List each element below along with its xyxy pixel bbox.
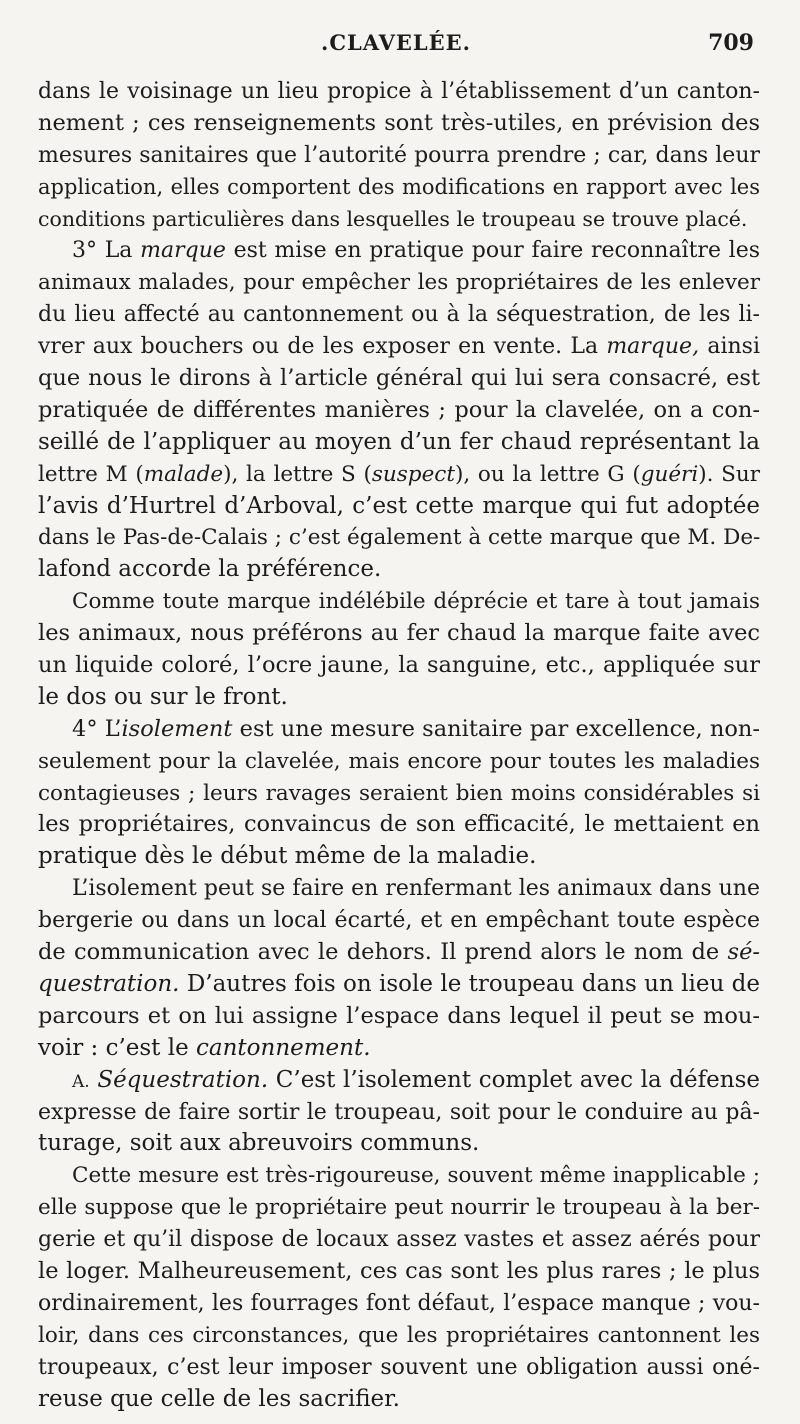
text-line: troupeaux, c’est leur imposer souvent une obligation aussi oné- <box>38 1354 760 1380</box>
text-line: pratiquée de différentes manières ; pour la clavelée, on a con- <box>38 396 760 423</box>
text-line: lafond accorde la préférence. <box>38 556 382 583</box>
text-line: un liquide coloré, l’ocre jaune, la sanguine, etc., appliquée sur <box>38 652 760 679</box>
text-line: les propriétaires, convaincus de son efficacité, le mettaient en <box>38 811 760 838</box>
text-line: pratique dès le début même de la maladie. <box>38 843 537 870</box>
text-line: L’isolement peut se faire en renfermant les animaux dans une <box>72 876 760 902</box>
text-line: dans le voisinage un lieu propice à l’établissement d’un canton- <box>38 79 760 104</box>
text-line: lettre M (malade), la lettre S (suspect), ou la lettre G (guéri). Sur <box>38 461 760 487</box>
text-line: contagieuses ; leurs ravages seraient bien moins considérables si <box>38 780 760 806</box>
text-line: Comme toute marque indélébile déprécie et tare à tout jamais <box>72 589 760 615</box>
body-text <box>38 76 760 1415</box>
text-line: les animaux, nous préférons au fer chaud la marque faite avec <box>38 620 760 647</box>
text-line: voir : c’est le cantonnement. <box>38 1034 371 1061</box>
text-line: mesures sanitaires que l’autorité pourra prendre ; car, dans leur <box>38 142 760 168</box>
text-line: vrer aux bouchers ou de les exposer en vente. La marque, ainsi <box>38 334 760 360</box>
text-line: du lieu affecté au cantonnement ou à la séquestration, de les li- <box>38 302 760 328</box>
text-line: seillé de l’appliquer au moyen d’un fer chaud représentant la <box>38 428 760 455</box>
text-line: animaux malades, pour empêcher les propriétaires de les enlever <box>38 270 760 296</box>
text-line: parcours et on lui assigne l’espace dans lequel il peut se mou- <box>38 1002 760 1029</box>
page-number: 709 <box>708 30 754 56</box>
text-line: reuse que celle de les sacrifier. <box>38 1385 400 1412</box>
text-line: 3° La marque est mise en pratique pour faire reconnaître les <box>72 238 761 264</box>
text-line: conditions particulières dans lesquelles le troupeau se trouve placé. <box>38 206 748 231</box>
text-line: dans le Pas-de-Calais ; c’est également à cette marque que M. De- <box>38 525 761 551</box>
text-line: l’avis d’Hurtrel d’Arboval, c’est cette marque qui fut adoptée <box>38 492 760 519</box>
text-line: loir, dans ces circonstances, que les propriétaires cantonnent les <box>38 1322 760 1348</box>
text-line: ordinairement, les fourrages font défaut, l’espace manque ; vou- <box>38 1290 760 1316</box>
text-line: 4° L’isolement est une mesure sanitaire par excellence, non- <box>72 715 761 742</box>
page-header <box>38 30 754 66</box>
text-line: A. Séquestration. C’est l’isolement complet avec la défense <box>72 1066 760 1093</box>
text-line: questration. D’autres fois on isole le troupeau dans un lieu de <box>38 970 760 997</box>
text-line: application, elles comportent des modifications en rapport avec les <box>38 174 760 199</box>
text-line: gerie et qu’il dispose de locaux assez vastes et assez aérés pour <box>38 1227 760 1253</box>
text-line: seulement pour la clavelée, mais encore pour toutes les maladies <box>38 748 760 774</box>
text-line: le loger. Malheureusement, ces cas sont les plus rares ; le plus <box>38 1257 760 1284</box>
running-title: .CLAVELÉE. <box>321 30 471 55</box>
text-line: bergerie ou dans un local écarté, et en empêchant toute espèce <box>38 908 760 934</box>
text-line: Cette mesure est très-rigoureuse, souvent même inapplicable ; <box>72 1163 760 1189</box>
text-line: elle suppose que le propriétaire peut nourrir le troupeau à la ber- <box>38 1195 760 1221</box>
text-line: de communication avec le dehors. Il prend alors le nom de sé- <box>38 939 760 966</box>
text-line: nement ; ces renseignements sont très-utiles, en prévision des <box>38 109 760 136</box>
text-line: expresse de faire sortir le troupeau, soit pour le conduire au pâ- <box>38 1099 760 1125</box>
text-line: turage, soit aux abreuvoirs communs. <box>38 1130 480 1157</box>
text-line: le dos ou sur le front. <box>38 683 288 710</box>
text-line: que nous le dirons à l’article général qui lui sera consacré, est <box>38 365 760 392</box>
